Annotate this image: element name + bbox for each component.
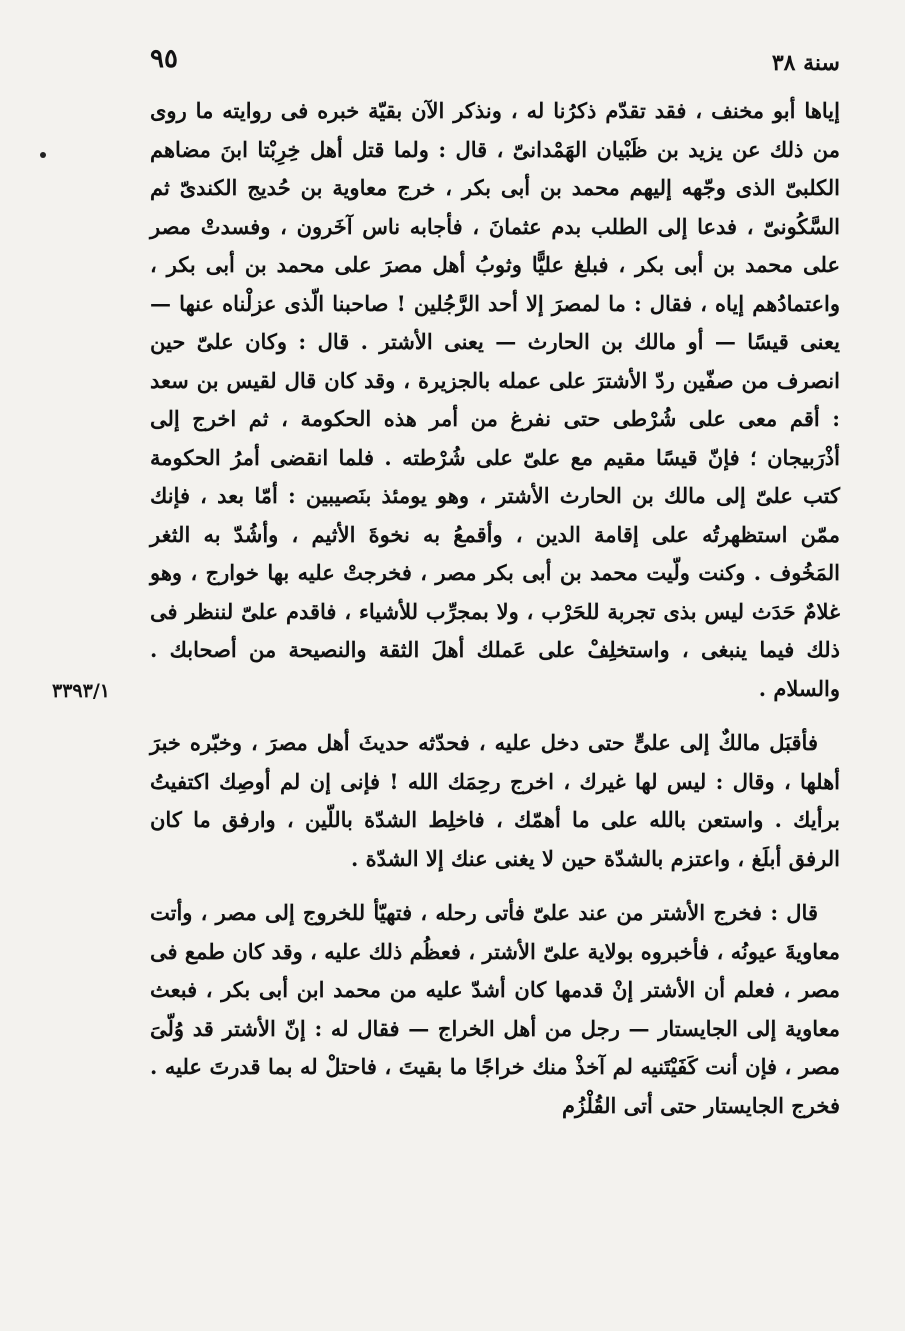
paragraph: قال : فخرج الأشتر من عند علىّ فأتى رحله ، فتهيّأ للخروج إلى مصر ، وأتت معاويةَ عيونُه ، فأخبروه بولاية علىّ الأشتر ، فعظُم ذلك عليه ، وقد كان طمع فى مصر ، فعلم أن الأشتر إنْ قدمها كان أشدّ عليه من محمد ابن أبى بكر ، فبعث معاوية إلى الجايستار — رجل من أهل الخراج — فقال له : إنّ الأشتر قد وُلّىَ مصر ، فإن أنت كَفَيْتَنيه لم آخذْ منك خراجًا ما بقيتَ ، فاحتلْ له بما قدرتَ عليه . فخرج الجايستار حتى أتى القُلْزُم xyxy=(150,900,840,1118)
page-number: ٩٥ xyxy=(150,44,178,74)
year-label: سنة ٣٨ xyxy=(771,50,840,76)
margin-dot-icon xyxy=(40,152,46,158)
paragraph: فأقبَل مالكٌ إلى علىٍّ حتى دخل عليه ، فحدّثه حديثَ أهل مصرَ ، وخبّره خبرَ أهلها ، وقال : ليس لها غيرك ، اخرج رحِمَك الله ! فإنى إن لم أوصِك اكتفيتُ برأيك . واستعن بالله على ما أهمّك ، فاخلِط الشدّة باللّين ، وارفق ما كان الرفق أبلَغ ، واعتزم بالشدّة حين لا يغنى عنك إلا الشدّة . xyxy=(150,730,840,871)
page-header xyxy=(150,44,840,84)
margin-reference: ٣٣٩٣/١ xyxy=(52,680,110,702)
body-text xyxy=(150,92,840,1125)
paragraph: إياها أبو مخنف ، فقد تقدّم ذكرُنا له ، ونذكر الآن بقيّة خبره فى روايته ما روى من ذلك عن يزيد بن ظَبْيان الهَمْدانىّ ، قال : ولما قتل أهل خِرِبْتا ابنَ مضاهم الكلبىّ الذى وجّهه إليهم محمد بن أبى بكر ، خرج معاوية بن حُديج الكندىّ ثم السَّكُونىّ ، فدعا إلى الطلب بدم عثمانَ ، فأجابه ناس آخَرون ، وفسدتْ مصر على محمد بن أبى بكر ، فبلغ عليًّا وثوبُ أهل مصرَ على محمد بن أبى بكر ، واعتمادُهم إياه ، فقال : ما لمصرَ إلا أحد الرَّجُلين ! صاحبنا الّذى عزلْناه عنها — يعنى قيسًا — أو مالك بن الحارث — يعنى الأشتر . قال : وكان علىّ حين انصرف من صفّين ردّ الأشترَ على عمله بالجزيرة ، وقد كان قال لقيس بن سعد : أقم معى على شُرْطى حتى نفرغ من أمر هذه الحكومة ، ثم اخرج إلى أذْرَبيجان ؛ فإنّ قيسًا مقيم مع علىّ على شُرْطته . فلما انقضى أمرُ الحكومة كتب علىّ إلى مالك بن الحارث الأشتر ، وهو يومئذ بنَصيبين : أمّا بعد ، فإنك ممّن استظهرتُه على إقامة الدين ، وأقمعُ به نخوةَ الأثيم ، وأشُدّ به الثغر المَخُوف . وكنت ولّيت محمد بن أبى بكر مصر ، فخرجتْ عليه بها خوارج ، وهو غلامٌ حَدَث ليس بذى تجربة للحَرْب ، ولا بمجرِّب للأشياء ، فاقدم علىّ لننظر فى ذلك فيما ينبغى ، واستخلِفْ على عَملك أهلَ الثقة والنصيحة من أصحابك . والسلام . xyxy=(150,98,840,701)
